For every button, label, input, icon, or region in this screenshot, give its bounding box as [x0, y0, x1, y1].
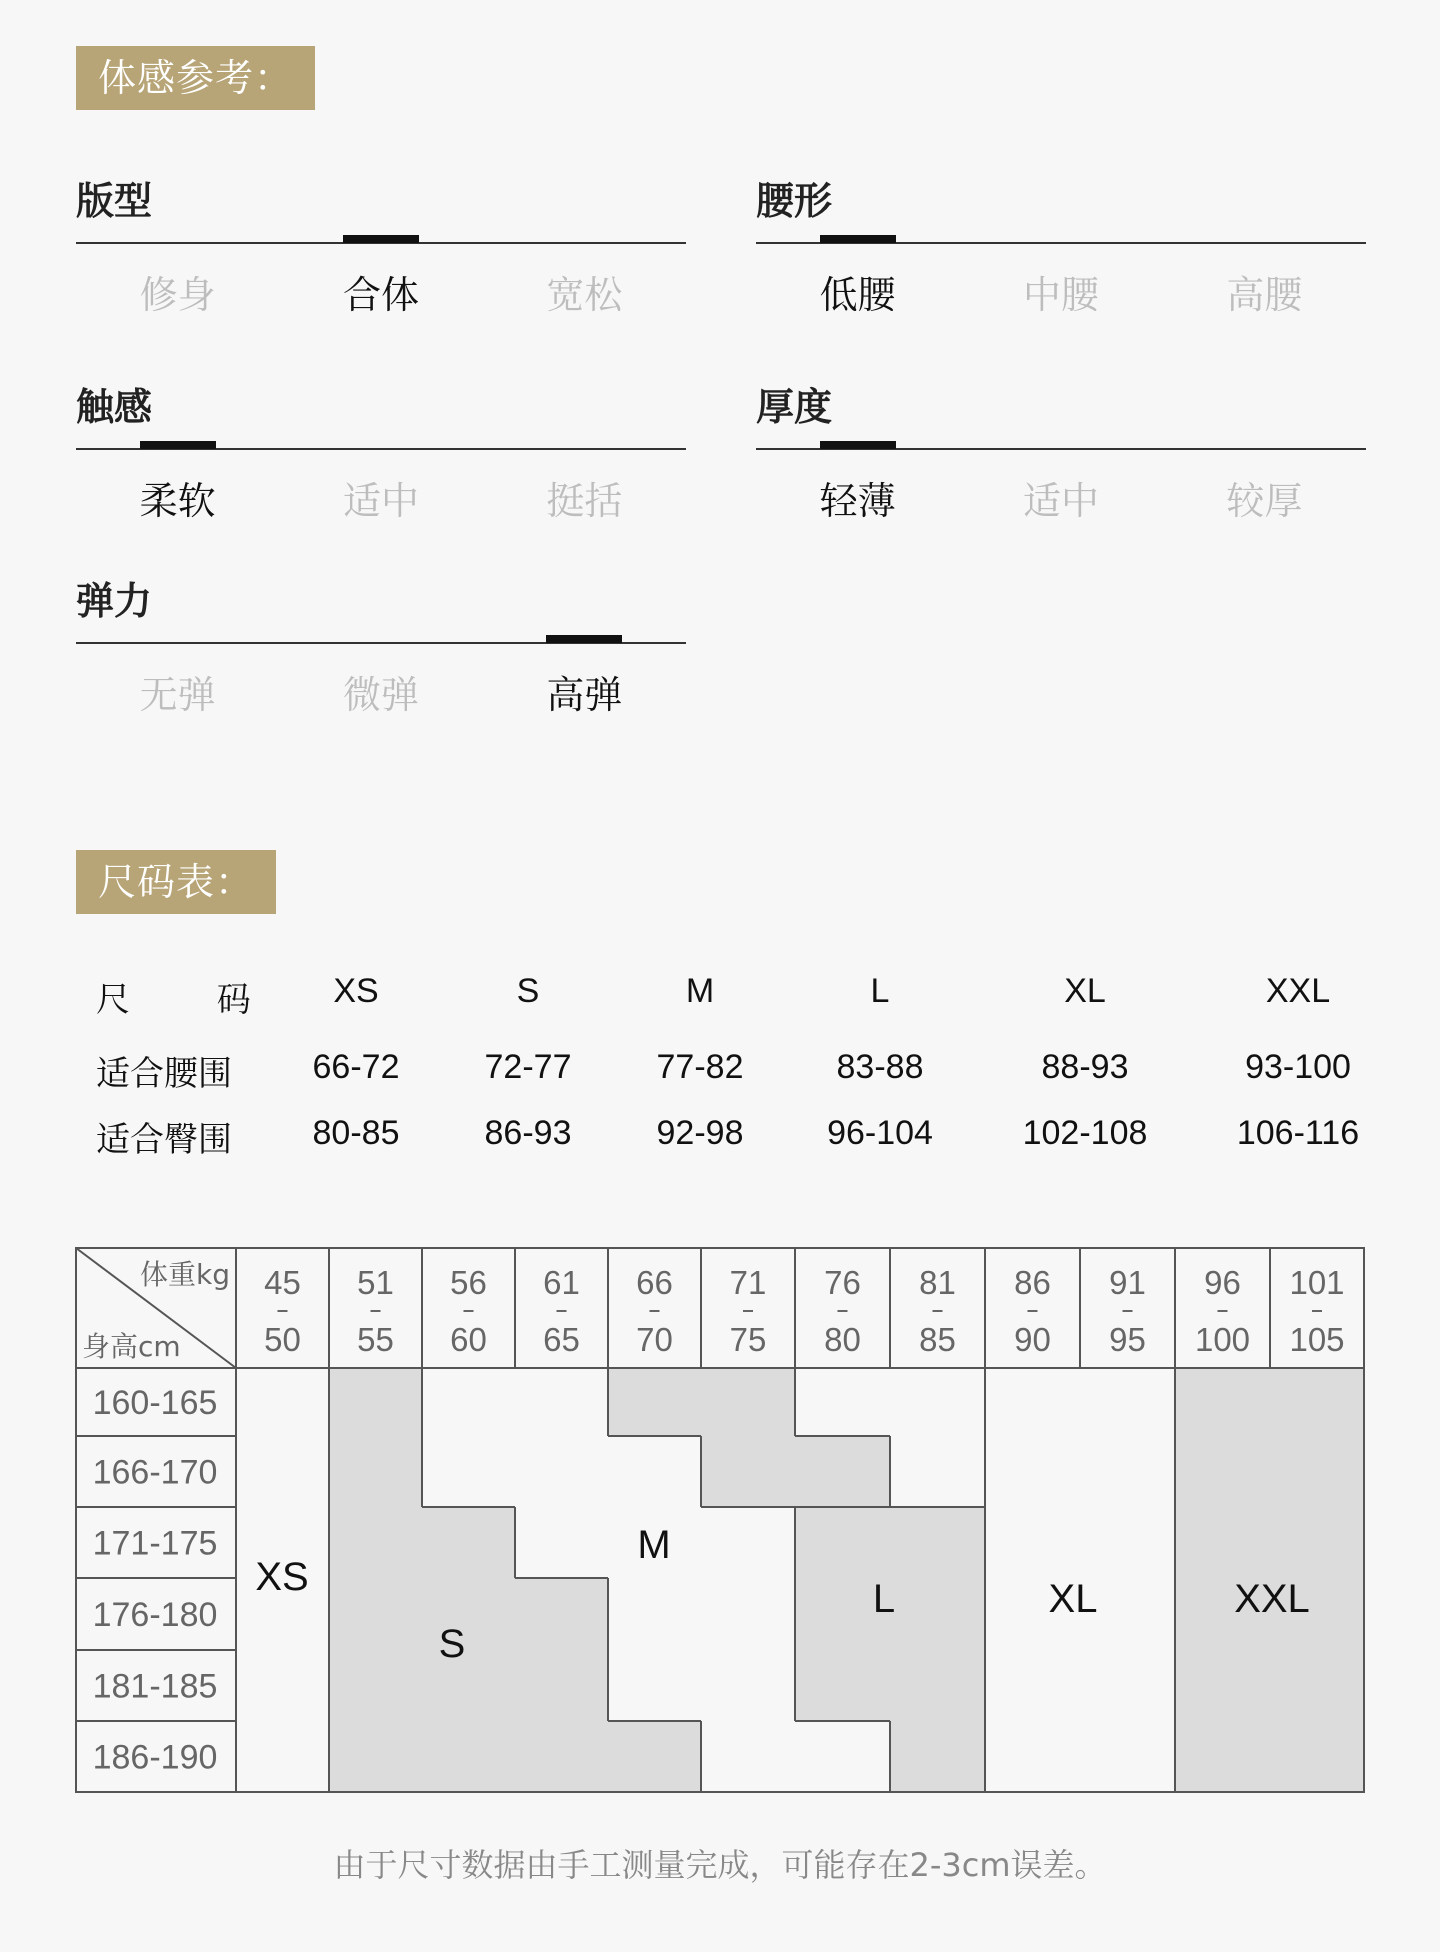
grid-cell [795, 1368, 890, 1436]
weight-min-label: 86 [1014, 1264, 1051, 1301]
corner-weight-label: 体重kg [140, 1258, 230, 1291]
grid-cell [608, 1578, 701, 1650]
size-row-label: 尺 码 [96, 980, 289, 1020]
height-label: 186-190 [92, 1738, 218, 1777]
weight-min-label: 101 [1289, 1264, 1345, 1301]
weight-max-label: 100 [1194, 1321, 1251, 1358]
height-label: 176-180 [92, 1596, 218, 1634]
size-region-label: M [637, 1523, 671, 1567]
grid-cell [890, 1650, 985, 1721]
waist-cell: 93-100 [1245, 1048, 1351, 1086]
grid-cell [236, 1368, 329, 1436]
weight-max-label: 80 [824, 1321, 861, 1358]
grid-cell [608, 1436, 701, 1507]
attr-title-0: 版型 [76, 179, 153, 223]
grid-cell [890, 1436, 985, 1507]
grid-cell [1270, 1650, 1364, 1721]
weight-min-label: 76 [824, 1264, 861, 1301]
weight-min-label: 56 [450, 1264, 487, 1301]
grid-cell [608, 1721, 701, 1792]
grid-cell [890, 1578, 985, 1650]
grid-cell [1270, 1721, 1364, 1792]
measurement-note: 由于尺寸数据由手工测量完成，可能存在2-3cm误差。 [333, 1846, 1107, 1884]
attr-title-1: 腰形 [756, 179, 833, 223]
height-label: 160-165 [92, 1384, 218, 1422]
grid-cell [1175, 1507, 1270, 1578]
hip-cell: 92-98 [656, 1114, 744, 1152]
attr-option: 挺括 [546, 479, 623, 523]
hip-cell: 102-108 [1022, 1114, 1148, 1152]
grid-cell [701, 1650, 795, 1721]
grid-cell [422, 1436, 515, 1507]
size-cell: XL [1064, 972, 1106, 1010]
grid-cell [1175, 1650, 1270, 1721]
hip-cell: 80-85 [312, 1114, 400, 1152]
waist-cell: 83-88 [836, 1048, 924, 1086]
attr-title-4: 弹力 [76, 579, 153, 623]
grid-cell [422, 1368, 515, 1436]
attr-option: 高腰 [1226, 273, 1303, 317]
size-cell: XXL [1265, 972, 1331, 1010]
grid-cell [701, 1578, 795, 1650]
size-region-label: XS [255, 1555, 309, 1599]
grid-cell [795, 1650, 890, 1721]
grid-cell [985, 1721, 1080, 1792]
attr-title-3: 厚度 [756, 385, 833, 429]
weight-min-label: 61 [543, 1264, 580, 1301]
attr-option: 修身 [139, 273, 216, 317]
grid-cell [515, 1578, 608, 1650]
grid-cell [515, 1436, 608, 1507]
grid-cell [985, 1507, 1080, 1578]
attr-option: 适中 [342, 479, 419, 523]
size-region-label: S [438, 1622, 466, 1666]
weight-max-label: 55 [357, 1321, 394, 1358]
attr-title-2: 触感 [76, 385, 153, 429]
attr-option: 无弹 [139, 673, 216, 717]
grid-cell [890, 1368, 985, 1436]
grid-cell [329, 1721, 422, 1792]
grid-cell [422, 1507, 515, 1578]
waist-cell: 88-93 [1041, 1048, 1129, 1086]
grid-cell [1270, 1436, 1364, 1507]
grid-cell [515, 1368, 608, 1436]
waist-cell: 72-77 [484, 1048, 572, 1086]
attr-option: 低腰 [819, 273, 896, 317]
attr-option: 适中 [1022, 479, 1099, 523]
grid-cell [422, 1650, 515, 1721]
grid-cell [985, 1436, 1080, 1507]
waist-row-label: 适合腰围 [96, 1054, 232, 1094]
grid-cell [795, 1721, 890, 1792]
grid-cell [1080, 1368, 1175, 1436]
size-cell: S [516, 972, 540, 1010]
weight-min-label: 51 [357, 1264, 394, 1301]
attr-option: 轻薄 [819, 479, 896, 523]
grid-cell [515, 1650, 608, 1721]
weight-max-label: 60 [450, 1321, 487, 1358]
grid-cell [795, 1436, 890, 1507]
weight-max-label: 85 [919, 1321, 956, 1358]
grid-cell [1175, 1368, 1270, 1436]
grid-cell [701, 1368, 795, 1436]
corner-height-label: 身高cm [82, 1330, 181, 1363]
grid-cell [985, 1368, 1080, 1436]
grid-cell [329, 1507, 422, 1578]
weight-min-label: 71 [729, 1264, 767, 1301]
feel-section-badge: 体感参考： [76, 46, 315, 110]
height-label: 181-185 [92, 1667, 218, 1706]
hip-cell: 96-104 [827, 1114, 933, 1152]
attr-option: 中腰 [1022, 273, 1099, 317]
grid-cell [795, 1507, 890, 1578]
weight-min-label: 45 [264, 1264, 301, 1301]
grid-cell [701, 1507, 795, 1578]
weight-max-label: 95 [1109, 1321, 1146, 1358]
attr-option: 较厚 [1226, 479, 1303, 523]
weight-max-label: 90 [1014, 1321, 1051, 1358]
grid-cell [422, 1721, 515, 1792]
weight-min-label: 96 [1204, 1264, 1241, 1301]
grid-cell [1270, 1507, 1364, 1578]
grid-cell [985, 1650, 1080, 1721]
grid-cell [1175, 1721, 1270, 1792]
hip-cell: 106-116 [1236, 1114, 1360, 1152]
grid-cell [236, 1436, 329, 1507]
size-cell: XS [333, 972, 379, 1010]
size-region-label: XL [1048, 1577, 1098, 1621]
size-section-badge: 尺码表： [76, 850, 276, 914]
size-region-label: L [872, 1577, 896, 1621]
grid-cell [1080, 1650, 1175, 1721]
grid-cell [515, 1507, 608, 1578]
grid-cell [422, 1578, 515, 1650]
grid-cell [329, 1368, 422, 1436]
weight-max-label: 105 [1289, 1321, 1345, 1358]
grid-cell [1175, 1436, 1270, 1507]
hip-cell: 86-93 [484, 1114, 572, 1152]
attr-option: 微弹 [342, 673, 419, 717]
height-label: 171-175 [92, 1524, 218, 1563]
weight-min-label: 91 [1109, 1264, 1146, 1301]
waist-cell: 66-72 [312, 1048, 400, 1086]
grid-cell [515, 1721, 608, 1792]
size-cell: L [870, 972, 890, 1010]
grid-cell [329, 1436, 422, 1507]
grid-cell [1080, 1721, 1175, 1792]
grid-cell [236, 1721, 329, 1792]
waist-cell: 77-82 [656, 1048, 744, 1086]
grid-cell [329, 1578, 422, 1650]
size-cell: M [685, 972, 715, 1010]
grid-cell [1080, 1507, 1175, 1578]
grid-cell [890, 1721, 985, 1792]
size-region-label: XXL [1234, 1577, 1310, 1621]
grid-cell [608, 1650, 701, 1721]
weight-max-label: 75 [729, 1321, 767, 1358]
hip-row-label: 适合臀围 [96, 1120, 232, 1160]
height-label: 166-170 [92, 1453, 218, 1492]
weight-max-label: 50 [264, 1321, 301, 1358]
weight-min-label: 81 [919, 1264, 956, 1301]
grid-cell [236, 1650, 329, 1721]
grid-cell [329, 1650, 422, 1721]
grid-cell [1080, 1436, 1175, 1507]
attr-option: 柔软 [139, 479, 216, 523]
attr-option: 宽松 [546, 273, 623, 317]
weight-min-label: 66 [636, 1264, 673, 1301]
weight-max-label: 70 [636, 1321, 673, 1358]
weight-max-label: 65 [543, 1321, 580, 1358]
attr-option: 合体 [342, 273, 419, 317]
attr-option: 高弹 [546, 673, 623, 717]
grid-cell [608, 1368, 701, 1436]
grid-cell [890, 1507, 985, 1578]
grid-cell [1270, 1368, 1364, 1436]
grid-cell [701, 1436, 795, 1507]
grid-cell [701, 1721, 795, 1792]
